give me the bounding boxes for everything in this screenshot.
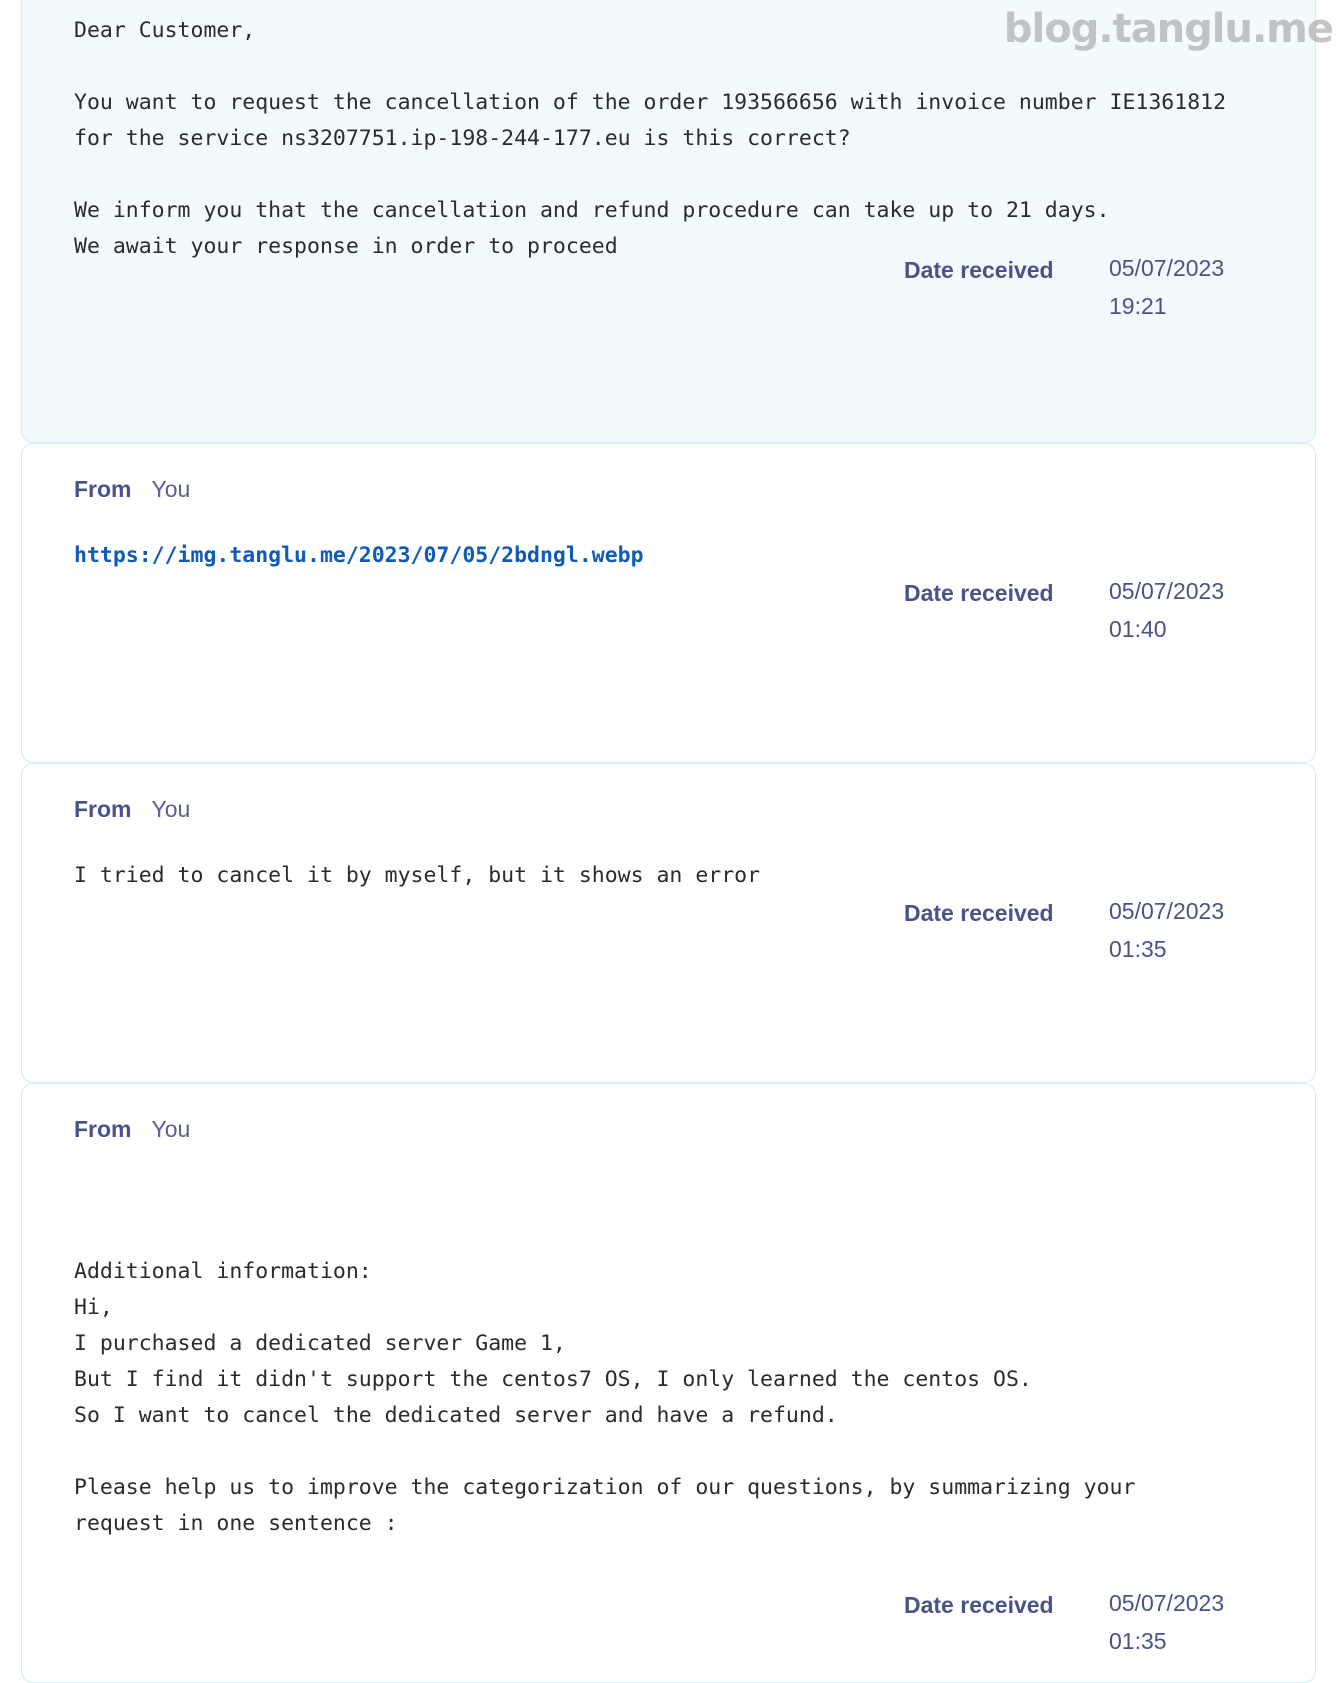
date: 05/07/2023 bbox=[1109, 1590, 1225, 1616]
message-card bbox=[21, 443, 1316, 763]
watermark-logo: blog.tanglu.me bbox=[1003, 6, 1333, 52]
date-received-label: Date received bbox=[904, 900, 1054, 926]
body-line: Dear Customer, bbox=[74, 18, 256, 43]
body-line: Hi, bbox=[74, 1295, 113, 1320]
date-received-label: Date received bbox=[904, 580, 1054, 606]
message-card-support bbox=[21, 0, 1316, 443]
from-value: You bbox=[151, 476, 191, 502]
body-line: for the service ns3207751.ip-198-244-177.eu is this correct? bbox=[74, 126, 851, 151]
body-line: You want to request the cancellation of the order 193566656 with invoice number IE1361812 bbox=[74, 90, 1227, 115]
message-card bbox=[21, 763, 1316, 1083]
from-label: From bbox=[74, 796, 132, 822]
body-line: Please help us to improve the categorization of our questions, by summarizing your bbox=[74, 1475, 1136, 1500]
time: 01:35 bbox=[1109, 936, 1167, 962]
date: 05/07/2023 bbox=[1109, 255, 1225, 281]
message-body bbox=[74, 1254, 1135, 1542]
body-line: We await your response in order to proceed bbox=[74, 234, 618, 259]
date: 05/07/2023 bbox=[1109, 578, 1225, 604]
from-value: You bbox=[151, 796, 191, 822]
from-value: You bbox=[151, 1116, 191, 1142]
date-received-label: Date received bbox=[904, 1592, 1054, 1618]
attachment-link[interactable]: https://img.tanglu.me/2023/07/05/2bdngl.webp bbox=[74, 543, 644, 568]
body-line: request in one sentence : bbox=[74, 1511, 398, 1536]
message-from bbox=[74, 476, 190, 503]
date: 05/07/2023 bbox=[1109, 898, 1225, 924]
body-line: Additional information: bbox=[74, 1259, 372, 1284]
from-label: From bbox=[74, 1116, 132, 1142]
message-card bbox=[21, 1083, 1316, 1683]
time: 19:21 bbox=[1109, 293, 1167, 319]
body-line: I purchased a dedicated server Game 1, bbox=[74, 1331, 566, 1356]
date-received-value bbox=[1109, 572, 1249, 648]
date-received-label: Date received bbox=[904, 257, 1054, 283]
from-label: From bbox=[74, 476, 132, 502]
date-received-value bbox=[1109, 249, 1249, 325]
body-line: So I want to cancel the dedicated server and have a refund. bbox=[74, 1403, 838, 1428]
body-line: We inform you that the cancellation and refund procedure can take up to 21 days. bbox=[74, 198, 1110, 223]
body-line: But I find it didn't support the centos7 OS, I only learned the centos OS. bbox=[74, 1367, 1032, 1392]
time: 01:40 bbox=[1109, 616, 1167, 642]
time: 01:35 bbox=[1109, 1628, 1167, 1654]
date-received-value bbox=[1109, 892, 1249, 968]
message-from bbox=[74, 796, 190, 823]
message-from bbox=[74, 1116, 190, 1143]
message-body: I tried to cancel it by myself, but it shows an error bbox=[74, 863, 761, 888]
